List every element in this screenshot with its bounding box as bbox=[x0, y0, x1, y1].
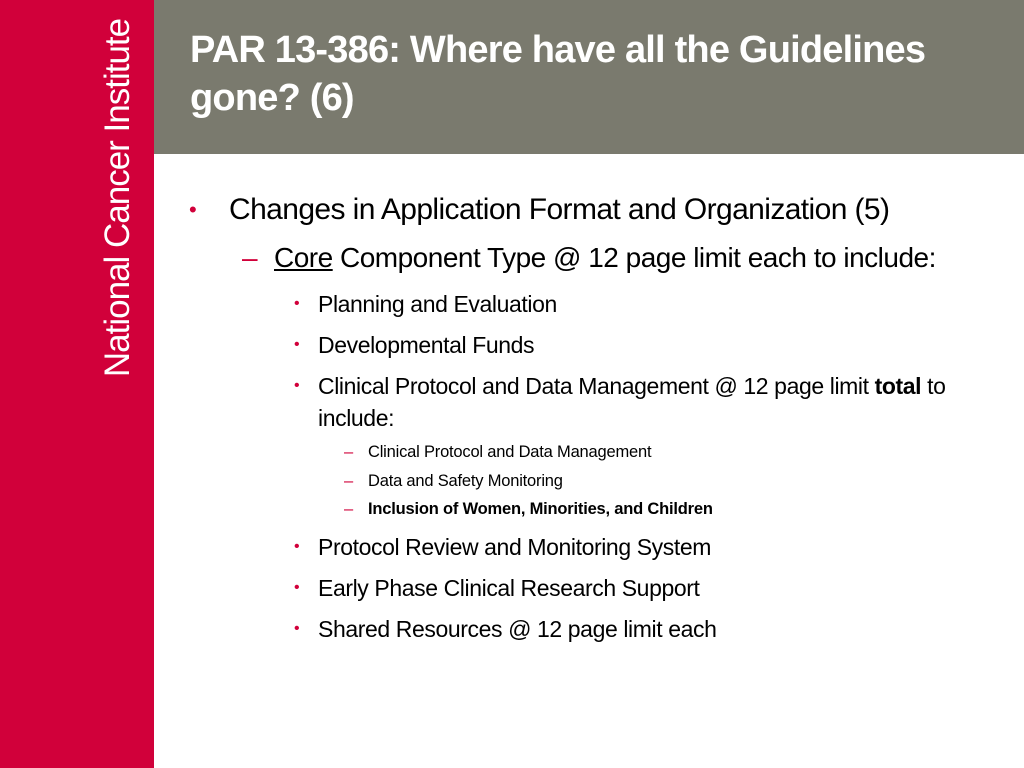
sublist-item-text: Data and Safety Monitoring bbox=[368, 472, 563, 490]
list-item-text: Developmental Funds bbox=[318, 332, 535, 358]
sidebar bbox=[0, 0, 154, 768]
list-item-developmental-funds bbox=[294, 329, 974, 361]
bullet-icon: • bbox=[189, 197, 197, 222]
bullet-icon: • bbox=[294, 295, 300, 312]
sublist-item-text: Clinical Protocol and Data Management bbox=[368, 443, 652, 461]
dash-icon: – bbox=[344, 500, 353, 518]
list-item-text: Shared Resources @ 12 page limit each bbox=[318, 616, 717, 642]
bullet-icon: • bbox=[294, 377, 300, 394]
level1-item bbox=[189, 192, 889, 228]
organization-name: National Cancer Institute bbox=[98, 18, 137, 378]
list-item-shared-resources bbox=[294, 613, 974, 645]
dash-icon: – bbox=[344, 443, 353, 461]
list-item-planning bbox=[294, 288, 974, 320]
clinical-text-after: to include: bbox=[318, 373, 946, 431]
list-item-text: Early Phase Clinical Research Support bbox=[318, 575, 700, 601]
sublist-item bbox=[344, 441, 651, 463]
component-type-text: Component Type @ 12 page limit each to include: bbox=[332, 242, 936, 273]
title-bar bbox=[154, 0, 1024, 154]
bullet-icon: • bbox=[294, 579, 300, 596]
level2-item bbox=[242, 240, 936, 276]
level1-text: Changes in Application Format and Organization (5) bbox=[229, 193, 890, 226]
sublist-item bbox=[344, 498, 713, 520]
list-item-text: Protocol Review and Monitoring System bbox=[318, 534, 711, 560]
bullet-icon: • bbox=[294, 620, 300, 637]
sublist-item bbox=[344, 470, 563, 492]
bullet-icon: • bbox=[294, 538, 300, 555]
bullet-icon: • bbox=[294, 336, 300, 353]
list-item-text bbox=[318, 370, 974, 434]
level2-text bbox=[274, 240, 936, 276]
list-item-text: Planning and Evaluation bbox=[318, 291, 557, 317]
total-emphasis: total bbox=[874, 373, 922, 399]
list-item-protocol-review bbox=[294, 531, 974, 563]
dash-icon: – bbox=[242, 242, 258, 273]
slide-content bbox=[154, 154, 1024, 768]
clinical-text-before: Clinical Protocol and Data Management @ 12 page limit bbox=[318, 373, 875, 399]
core-label: Core bbox=[274, 242, 333, 273]
list-item-clinical-protocol bbox=[294, 370, 974, 434]
slide-title: PAR 13-386: Where have all the Guidelines gone? (6) bbox=[190, 29, 926, 119]
dash-icon: – bbox=[344, 472, 353, 490]
list-item-early-phase bbox=[294, 572, 974, 604]
sublist-item-text: Inclusion of Women, Minorities, and Children bbox=[368, 500, 713, 518]
